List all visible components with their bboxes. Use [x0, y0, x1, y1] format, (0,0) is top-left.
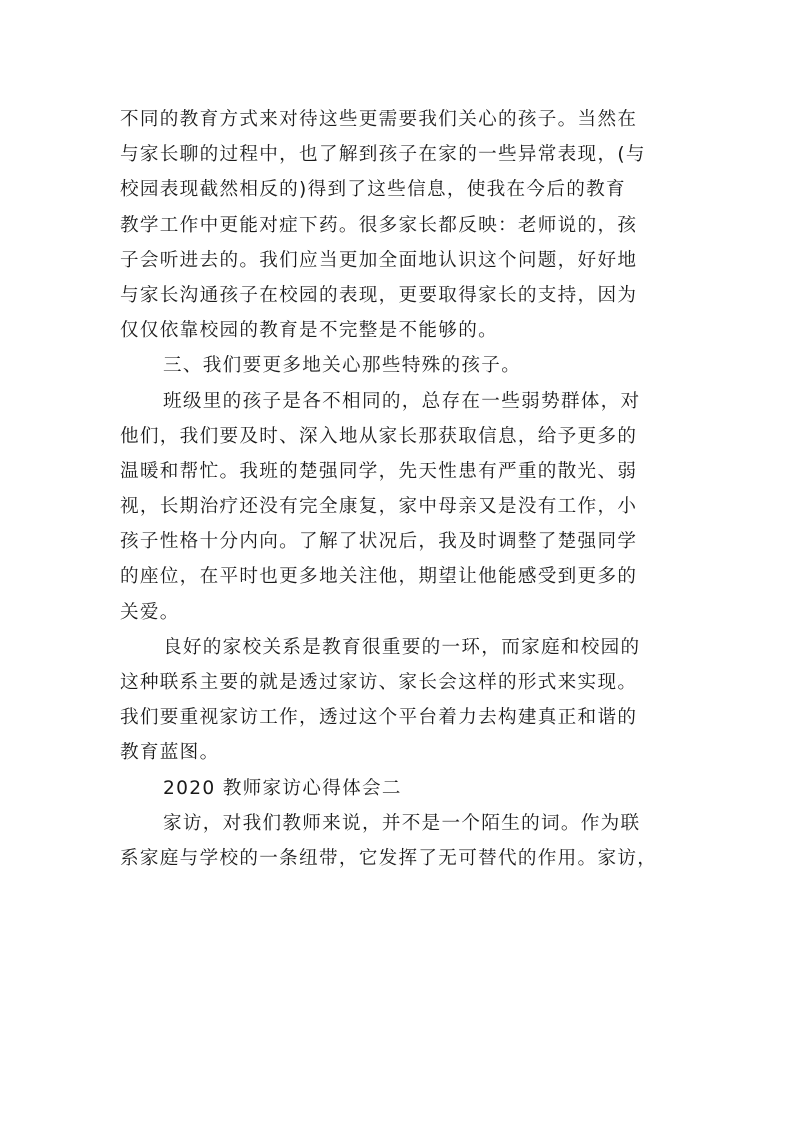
text-line: 教学工作中更能对症下药。很多家长都反映：老师说的，孩 [120, 214, 638, 236]
text-line: 班级里的孩子是各不相同的，总存在一些弱势群体，对 [163, 390, 641, 412]
text-line: 温暖和帮忙。我班的楚强同学，先天性患有严重的散光、弱 [120, 460, 638, 482]
document-body [120, 102, 690, 876]
text-line: 校园表现截然相反的)得到了这些信息，使我在今后的教育 [120, 179, 626, 201]
text-line: 家访，对我们教师来说，并不是一个陌生的词。作为联 [163, 812, 641, 834]
text-line: 这种联系主要的就是透过家访、家长会这样的形式来实现。 [120, 672, 638, 693]
text-line: 不同的教育方式来对待这些更需要我们关心的孩子。当然在 [120, 109, 638, 130]
text-line: 三、我们要更多地关心那些特殊的孩子。 [163, 355, 522, 377]
text-line: 的座位，在平时也更多地关注他，期望让他能感受到更多的 [120, 566, 638, 588]
text-line: 仅仅依靠校园的教育是不完整是不能够的。 [120, 320, 498, 342]
text-line: 子会听进去的。我们应当更加全面地认识这个问题，好好地 [120, 249, 638, 271]
text-line: 孩子性格十分内向。了解了状况后，我及时调整了楚强同学 [120, 531, 638, 553]
text-line: 教育蓝图。 [120, 742, 220, 764]
text-line: 关爱。 [120, 601, 180, 623]
text-line: 与家长沟通孩子在校园的表现，更要取得家长的支持，因为 [120, 284, 638, 306]
text-line: 我们要重视家访工作，透过这个平台着力去构建真正和谐的 [120, 707, 638, 729]
text-line: 良好的家校关系是教育很重要的一环，而家庭和校园的 [163, 636, 641, 658]
text-line: 系家庭与学校的一条纽带，它发挥了无可替代的作用。家访， [120, 847, 658, 869]
text-line: 与家长聊的过程中，也了解到孩子在家的一些异常表现，(与 [120, 144, 646, 166]
text-line: 2020 教师家访心得体会二 [163, 777, 402, 799]
text-line: 他们，我们要及时、深入地从家长那获取信息，给予更多的 [120, 425, 638, 447]
text-line: 视，长期治疗还没有完全康复，家中母亲又是没有工作，小 [120, 496, 638, 518]
